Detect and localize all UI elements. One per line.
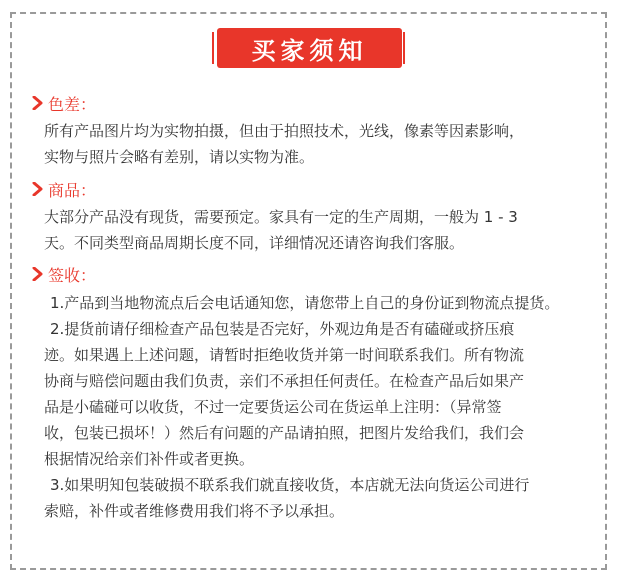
text-line: 收，包装已损坏！）然后有问题的产品请拍照，把图片发给我们，我们会 <box>44 424 525 442</box>
text-line: 实物与照片会略有差别，请以实物为准。 <box>44 148 315 166</box>
section-body-signing <box>44 290 592 524</box>
text-line: 品是小磕碰可以收货，不过一定要货运公司在货运单上注明：（异常签 <box>44 398 502 416</box>
text-line: 根据情况给亲们补件或者更换。 <box>44 450 255 468</box>
chevron-right-icon <box>32 182 44 196</box>
section-body-products <box>44 204 592 256</box>
text-line: 2.提货前请仔细检查产品包装是否完好，外观边角是否有磕碰或挤压痕 <box>50 320 515 338</box>
text-line: 协商与赔偿问题由我们负责，亲们不承担任何责任。在检查产品后如果产 <box>44 372 525 390</box>
section-header-signing <box>32 263 96 285</box>
text-line: 所有产品图片均为实物拍摄，但由于拍照技术，光线，像素等因素影响， <box>44 122 525 140</box>
section-label: 商品： <box>48 180 97 200</box>
section-label: 签收： <box>48 265 97 285</box>
section-header-color-difference <box>32 92 96 114</box>
text-line: 迹。如果遇上上述问题，请暂时拒绝收货并第一时间联系我们。所有物流 <box>44 346 525 364</box>
text-line: 3.如果明知包装破损不联系我们就直接收货，本店就无法向货运公司进行 <box>50 476 530 494</box>
section-header-products <box>32 178 96 200</box>
chevron-right-icon <box>32 96 44 110</box>
text-line: 天。不同类型商品周期长度不同，详细情况还请咨询我们客服。 <box>44 234 465 252</box>
chevron-right-icon <box>32 267 44 281</box>
text-line: 索赔，补件或者维修费用我们将不予以承担。 <box>44 502 345 520</box>
text-line: 1.产品到当地物流点后会电话通知您，请您带上自己的身份证到物流点提货。 <box>50 294 560 312</box>
page-title: 买家须知 <box>251 36 368 65</box>
title-banner <box>217 28 402 68</box>
section-label: 色差： <box>48 94 97 114</box>
section-body-color-difference <box>44 118 592 170</box>
text-line: 大部分产品没有现货，需要预定。家具有一定的生产周期，一般为 1 - 3 <box>44 208 518 226</box>
